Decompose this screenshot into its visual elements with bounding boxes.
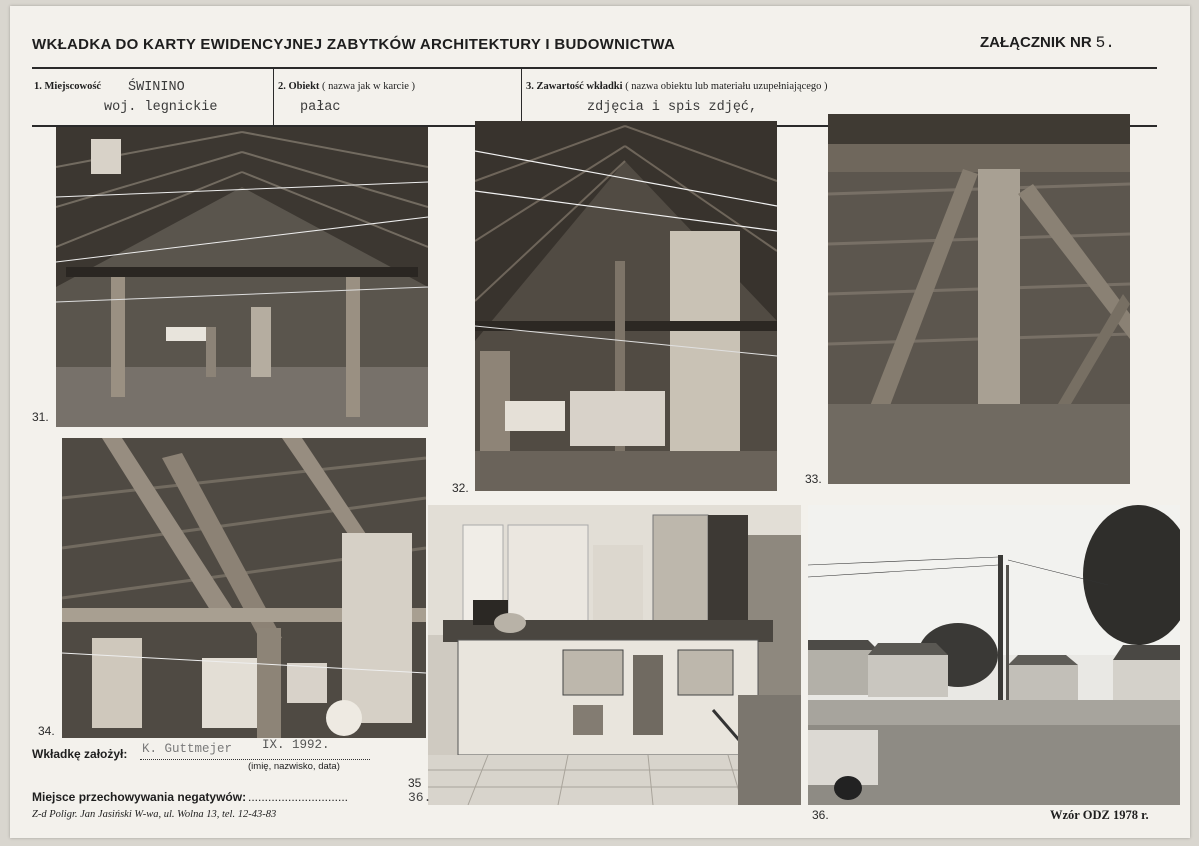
- field-divider-1: [273, 69, 274, 126]
- object-label-text: 2. Obiekt: [278, 81, 320, 92]
- locality-value: ŚWININO: [128, 80, 185, 95]
- object-hint: ( nazwa jak w karcie ): [322, 81, 416, 92]
- photo-31-attic-truss: [56, 127, 428, 427]
- document-title: WKŁADKA DO KARTY EWIDENCYJNEJ ZABYTKÓW ARCHITEKTURY I BUDOWNICTWA: [32, 36, 676, 53]
- author-label: Wkładkę założył:: [32, 747, 128, 761]
- photo-32-number: 32.: [452, 481, 469, 495]
- photo-34-attic-laundry: [62, 438, 426, 738]
- content-value: zdjęcia i spis zdjęć,: [587, 100, 758, 115]
- storage-label: Miejsce przechowywania negatywów:: [32, 790, 247, 804]
- author-hint: (imię, nazwisko, data): [248, 761, 340, 772]
- author-dotted-line: [140, 759, 370, 760]
- photo-36-number: 36.: [812, 808, 829, 822]
- content-label-text: 3. Zawartość wkładki: [526, 81, 623, 92]
- author-value: K. Guttmejer: [142, 742, 233, 756]
- photo-31-number: 31.: [32, 410, 49, 424]
- content-hint: ( nazwa obiektu lub materiału uzupełniającego ): [625, 81, 828, 92]
- annex-label: [980, 34, 1115, 52]
- photo-33-attic-post: [828, 114, 1130, 484]
- content-label: [526, 81, 828, 92]
- photo-36-village-square: [808, 505, 1180, 805]
- annex-number: 5.: [1095, 34, 1115, 52]
- record-card-insert: [10, 6, 1190, 838]
- date-value: IX. 1992.: [262, 738, 330, 752]
- storage-dots: ..............................: [248, 790, 349, 804]
- voivodeship-value: woj. legnickie: [104, 100, 218, 115]
- photo-32-attic-chimney: [475, 121, 777, 491]
- photo-33-number: 33.: [805, 472, 822, 486]
- photo-35-kitchen-stove: [428, 505, 801, 805]
- annex-label-text: ZAŁĄCZNIK NR: [980, 34, 1092, 51]
- locality-label: 1. Miejscowość: [34, 81, 102, 92]
- storage-value: 36.: [408, 790, 432, 805]
- field-divider-2: [521, 69, 522, 126]
- header-rule: [32, 67, 1157, 69]
- form-pattern: Wzór ODZ 1978 r.: [1050, 808, 1149, 822]
- object-label: [278, 81, 415, 92]
- object-value: pałac: [300, 100, 341, 115]
- photo-34-number: 34.: [38, 724, 55, 738]
- printer-info: Z-d Poligr. Jan Jasiński W-wa, ul. Wolna 13, tel. 12-43-83: [32, 809, 277, 820]
- photo-35-number: 35: [408, 776, 422, 790]
